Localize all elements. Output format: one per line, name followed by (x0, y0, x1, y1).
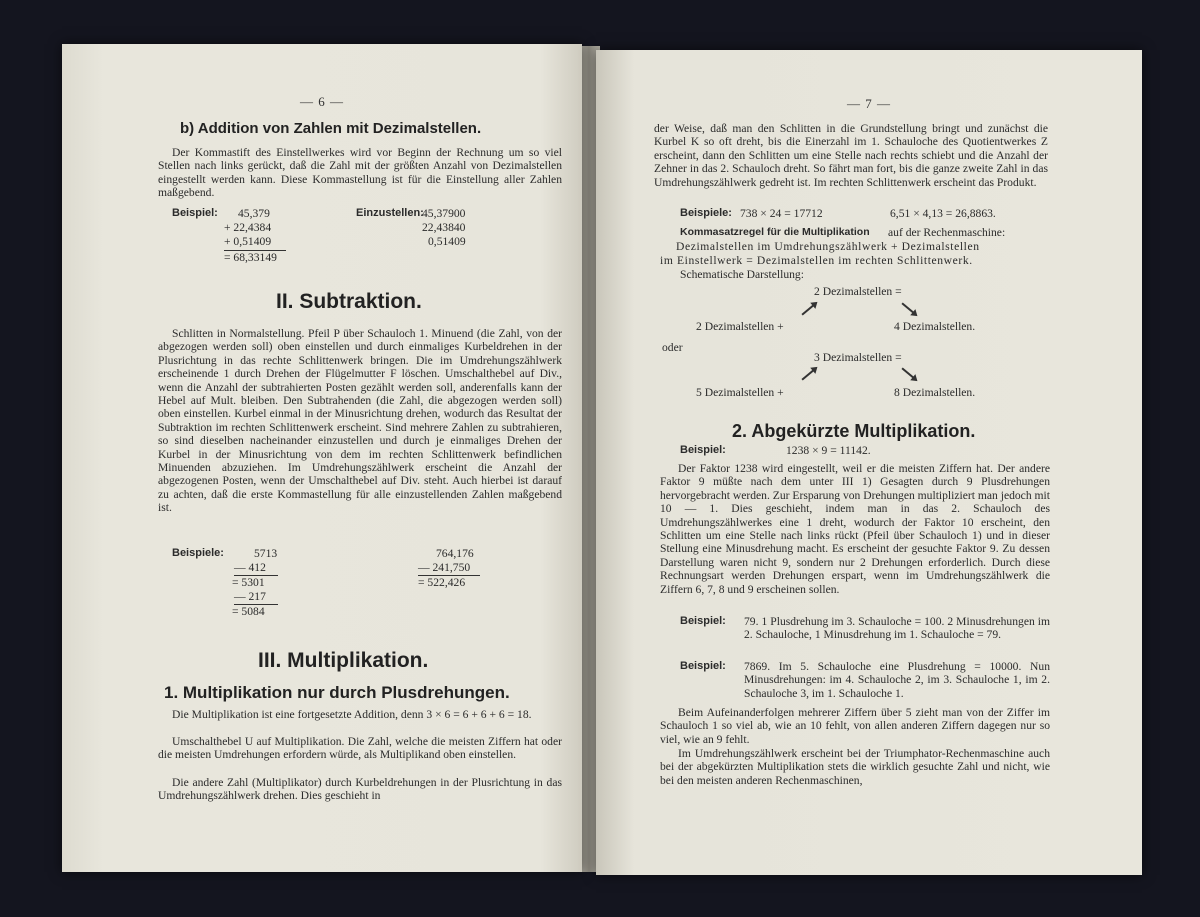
example-result: = 68,33149 (224, 251, 277, 264)
paragraph: Der Faktor 1238 wird eingestellt, weil er die meisten Ziffern hat. Der andere Faktor 9 müßte nach dem unter III 1) Gesagten durch 9 Plusdrehungen hervorgebracht werden. Zur Ersparung von Drehungen multipliziert man jedoch mit 10 — 1. Dies geschieht, indem man in das 2. Schauloch des Umdrehungszählwerkes eine 1 dreht, wodurch der Faktor 10 erscheint, den Schlitten um eine Stelle nach links rückt (Pfeil über Schauloch 1) und in dieser Stellung eine Minusdrehung macht. Es erscheint der gesuchte Faktor 9. Zu dessen Darstellung waren nicht 9, sondern nur 2 Drehungen erforderlich. Durch diese Rechnungsart werden Drehungen erspart, wenn im Umdrehungszählwerk die Ziffern 6, 7, 8 und 9 erscheinen sollen. (660, 462, 1050, 596)
schema-text: oder (662, 341, 683, 354)
example-value: + 0,51409 (224, 235, 272, 248)
paragraph: Die andere Zahl (Multiplikator) durch Kurbeldrehungen in der Plusrichtung in das Umdrehungszählwerk drehen. Dies geschieht in (158, 776, 562, 803)
paragraph: Die Multiplikation ist eine fortgesetzte Addition, denn 3 × 6 = 6 + 6 + 6 = 18. (172, 708, 532, 721)
example-value: — 217 (234, 590, 266, 603)
example-label: Beispiele: (680, 207, 732, 219)
schema-text: 2 Dezimalstellen + (696, 320, 784, 333)
example-value: + 22,4384 (224, 221, 272, 234)
paragraph: Umschalthebel U auf Multiplikation. Die Zahl, welche die meisten Ziffern hat oder die meisten Umdrehungen erfordern würde, als Multiplikand oben einstellen. (158, 735, 562, 762)
schema-text: 2 Dezimalstellen = (814, 285, 902, 298)
rule-line: Dezimalstellen im Umdrehungszählwerk + Dezimalstellen (676, 240, 980, 253)
paragraph: Der Kommastift des Einstellwerkes wird vor Beginn der Rechnung um so viel Stellen nach links gerückt, daß die Zahl mit der größten Anzahl von Dezimalstellen eingestellt werden kann. Diese Kommastellung ist für die Einstellung aller Zahlen maßgebend. (158, 146, 562, 200)
paragraph: Beim Aufeinanderfolgen mehrerer Ziffern über 5 zieht man von der Ziffer im Schauloch 1 so viel ab, wie an 10 fehlt, von allen anderen Ziffern dagegen nur so viel, wie an 9 fehlt. (660, 706, 1050, 746)
example-value: = 5301 (232, 576, 265, 589)
arrow-icon (801, 302, 816, 315)
section-heading: b) Addition von Zahlen mit Dezimalstellen. (180, 120, 482, 137)
example-label: Beispiel: (680, 444, 726, 456)
paragraph: der Weise, daß man den Schlitten in die Grundstellung bringt und zunächst die Kurbel K so oft dreht, bis die Einerzahl im 1. Schauloche des Quotientwerkes Z erscheint, dann den Schlitten um eine Stelle nach rechts schiebt und die Anzahl der Zehner in das 2. Schauloch dreht. So fährt man fort, bis die ganze zweite Zahl in das Umdrehungszählwerk gedreht ist. Im rechten Schlittenwerk erscheint das Produkt. (654, 122, 1048, 189)
paragraph: Schlitten in Normalstellung. Pfeil P über Schauloch 1. Minuend (die Zahl, von der abgezogen werden soll) oben einstellen und durch einmaliges Kurbeldrehen in der Plusrichtung in das rechte Schlittenwerk bringen. Die im Umdrehungszählwerk erscheinende 1 durch Drehen der Flügelmutter F löschen. Umschalthebel auf Div., wenn die Anzahl der subtrahierten Posten gezählt werden soll, anderenfalls kann der Hebel auf Mult. bleiben. Den Subtrahenden (die Zahl, die abgezogen werden soll) oben einstellen. Kurbel einmal in der Minusrichtung drehen, wodurch das Resultat der Subtraktion im rechten Schlittenwerk erscheint. Sind mehrere Zahlen zu subtrahieren, so sind dieselben nacheinander einzustellen und durch je einmaliges Drehen der Kurbel in der Minusrichtung von dem im rechten Schlittenwerk befindlichen Minuenden abzuziehen. Im Umdrehungszählwerk erscheint die Anzahl der abgezogenen Posten, wenn der Umschalthebel auf Div. steht. Auch hierbei ist darauf zu achten, daß die erste Kommastellung für alle einzustellenden Zahlen maßgebend ist. (158, 327, 562, 515)
schema-text: 5 Dezimalstellen + (696, 386, 784, 399)
section-heading: 1. Multiplikation nur durch Plusdrehungen. (164, 683, 510, 702)
example-label: Beispiel: (680, 615, 726, 627)
example-label: Beispiel: (172, 207, 218, 219)
example-label: Beispiel: (680, 660, 726, 672)
example-text: 79. 1 Plusdrehung im 3. Schauloche = 100. 2 Minusdrehungen im 2. Schauloche, 1 Minusdrehung im 1. Schauloche = 79. (744, 615, 1050, 642)
example-value: 45,37900 (422, 207, 466, 220)
left-page (62, 44, 582, 872)
example-value: — 241,750 (418, 561, 471, 574)
example-result: = 522,426 (418, 576, 466, 589)
schema-text: 3 Dezimalstellen = (814, 351, 902, 364)
rule-line: im Einstellwerk = Dezimalstellen im rechten Schlittenwerk. (660, 254, 973, 267)
right-page (596, 50, 1142, 875)
example-value: 0,51409 (428, 235, 466, 248)
example-label: Einzustellen: (356, 207, 424, 219)
rule-title-rest: auf der Rechenmaschine: (888, 226, 1006, 239)
example-text: 7869. Im 5. Schauloche eine Plusdrehung = 10000. Nun Minusdrehungen: im 4. Schauloche 2, im 3. Schauloche 1, im 2. Schauloche 3, im 1. Schauloche 1. (744, 660, 1050, 700)
example-value: 738 × 24 = 17712 (740, 207, 823, 220)
chapter-heading: II. Subtraktion. (276, 290, 422, 313)
section-heading: 2. Abgekürzte Multiplikation. (732, 421, 976, 441)
paragraph: Im Umdrehungszählwerk erscheint bei der Triumphator-Rechenmaschine auch bei der abgekürzten Multiplikation stets die wirklich gesuchte Zahl und nicht, wie bei den meisten anderen Rechenmaschinen, (660, 747, 1050, 787)
rule-title: Kommasatzregel für die Multiplikation (680, 226, 870, 238)
arrow-icon (801, 367, 816, 380)
schema-label: Schematische Darstellung: (680, 268, 804, 281)
example-value: 764,176 (436, 547, 474, 560)
example-value: — 412 (234, 561, 266, 574)
example-value: 5713 (254, 547, 278, 560)
example-value: 22,43840 (422, 221, 466, 234)
arrow-icon (901, 367, 916, 380)
example-result: = 5084 (232, 605, 265, 618)
schema-text: 8 Dezimalstellen. (894, 386, 976, 399)
schema-text: 4 Dezimalstellen. (894, 320, 976, 333)
example-label: Beispiele: (172, 547, 224, 559)
page-number: — 7 — (847, 96, 891, 111)
example-value: 1238 × 9 = 11142. (786, 444, 871, 457)
arrow-icon (901, 302, 916, 315)
example-value: 6,51 × 4,13 = 26,8863. (890, 207, 996, 220)
chapter-heading: III. Multiplikation. (258, 649, 429, 672)
page-number: — 6 — (300, 94, 344, 109)
example-value: 45,379 (238, 207, 270, 220)
